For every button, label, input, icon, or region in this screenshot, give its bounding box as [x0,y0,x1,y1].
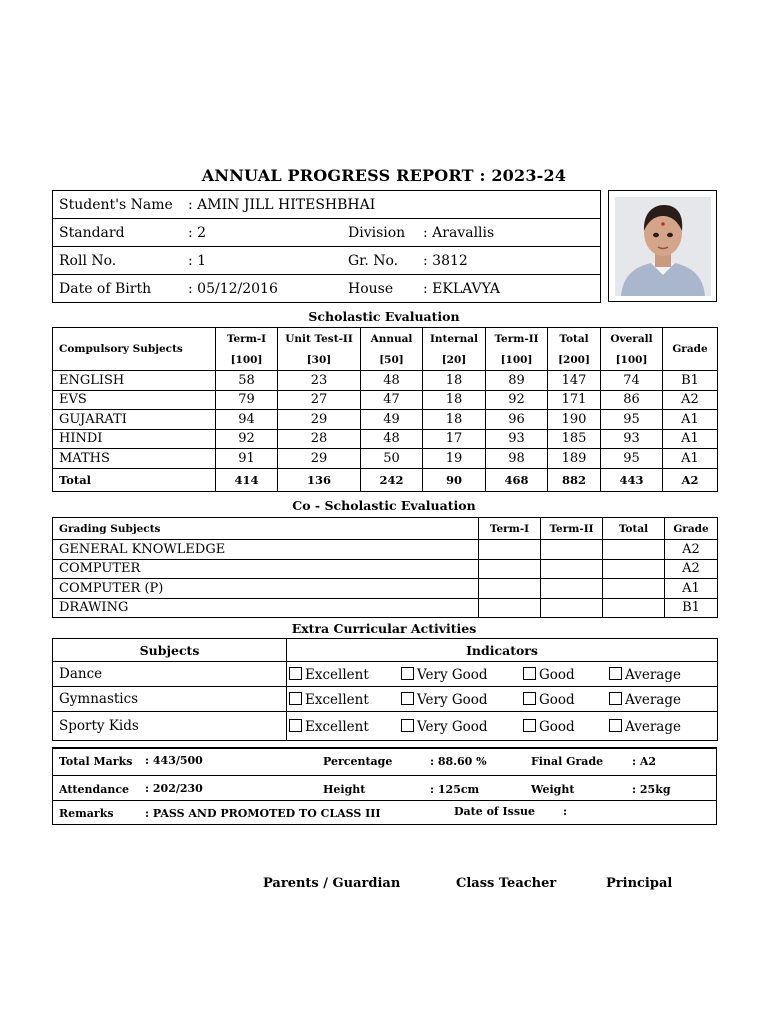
gr-value: : 3812 [423,247,600,275]
checkbox-icon[interactable] [523,692,536,705]
mark-cell: 48 [361,371,423,391]
total-marks-value: : 443/500 [145,754,203,767]
co-scholastic-table [52,517,718,618]
grade-cell: A1 [663,410,718,430]
total-cell: 468 [486,468,548,491]
option-excellent[interactable]: Excellent [289,719,369,735]
table-row [53,390,718,410]
extra-header-row [53,639,718,662]
student-photo-icon [615,197,711,296]
term1-cell [479,598,541,618]
report-title: ANNUAL PROGRESS REPORT : 2023-24 [201,166,567,185]
mark-cell: 94 [216,410,278,430]
checkbox-icon[interactable] [523,667,536,680]
subject-cell: GUJARATI [53,410,216,430]
grade-cell: A1 [665,579,718,599]
header-grade: Grade [663,328,718,371]
mark-cell: 93 [486,429,548,449]
indicator-cell [287,687,718,712]
total-cell: 90 [423,468,486,491]
table-row [53,540,718,560]
mark-cell: 98 [486,449,548,469]
checkbox-icon[interactable] [401,667,414,680]
mark-cell: 96 [486,410,548,430]
total-cell [603,559,665,579]
signature-parents: Parents / Guardian [263,876,401,891]
mark-cell: 50 [361,449,423,469]
grade-cell: A1 [663,449,718,469]
mark-cell: 190 [548,410,601,430]
student-info-table [53,191,600,302]
total-cell: 242 [361,468,423,491]
grade-cell: A2 [665,540,718,560]
total-marks-label: Total Marks [59,755,133,768]
header-co-term2: Term-II [541,518,603,540]
signature-class-teacher: Class Teacher [456,876,557,891]
indicator-cell [287,662,718,687]
percentage-label: Percentage [323,755,393,768]
mark-cell: 18 [423,371,486,391]
activity-cell: Sporty Kids [53,712,287,741]
division-value: : Aravallis [423,219,600,247]
grade-cell: A2 [663,390,718,410]
header-unit-test2: Unit Test-II [278,328,361,350]
remarks-value: : PASS AND PROMOTED TO CLASS III [145,807,381,820]
mark-cell: 18 [423,410,486,430]
checkbox-icon[interactable] [523,719,536,732]
scholastic-title: Scholastic Evaluation [308,309,460,324]
mark-cell: 18 [423,390,486,410]
gr-label: Gr. No. [348,247,423,275]
mark-cell: 147 [548,371,601,391]
mark-cell: 49 [361,410,423,430]
max-overall: [100] [601,349,663,371]
subject-cell: ENGLISH [53,371,216,391]
total-cell: 882 [548,468,601,491]
height-value: : 125cm [430,783,480,796]
summary-box [52,747,717,825]
grade-cell: A2 [665,559,718,579]
division-label: Division [348,219,423,247]
final-grade-label: Final Grade [531,755,604,768]
co-header-row [53,518,718,540]
summary-divider [53,775,716,776]
total-label: Total [53,468,216,491]
term2-cell [541,579,603,599]
height-label: Height [323,783,366,796]
table-row [53,687,718,712]
activity-cell: Dance [53,662,287,687]
checkbox-icon[interactable] [609,719,622,732]
option-average[interactable]: Average [609,692,681,708]
grade-cell: B1 [663,371,718,391]
option-good[interactable]: Good [523,692,575,708]
table-row [53,662,718,687]
co-scholastic-title: Co - Scholastic Evaluation [292,498,476,513]
mark-cell: 19 [423,449,486,469]
term2-cell [541,559,603,579]
remarks-label: Remarks [59,807,114,820]
mark-cell: 86 [601,390,663,410]
header-compulsory-subjects: Compulsory Subjects [53,328,216,371]
checkbox-icon[interactable] [401,692,414,705]
table-row [53,429,718,449]
term1-cell [479,559,541,579]
subject-cell: EVS [53,390,216,410]
mark-cell: 48 [361,429,423,449]
header-term2: Term-II [486,328,548,350]
max-unit-test2: [30] [278,349,361,371]
attendance-label: Attendance [59,783,130,796]
max-internal: [20] [423,349,486,371]
scholastic-table [52,327,718,492]
standard-label: Standard [53,219,188,247]
mark-cell: 185 [548,429,601,449]
header-term1: Term-I [216,328,278,350]
table-row [53,712,718,741]
standard-value: : 2 [188,219,348,247]
max-term1: [100] [216,349,278,371]
table-row [53,449,718,469]
mark-cell: 79 [216,390,278,410]
subject-cell: GENERAL KNOWLEDGE [53,540,479,560]
date-of-issue-label: Date of Issue [454,805,536,818]
dob-value: : 05/12/2016 [188,280,278,297]
subject-cell: COMPUTER (P) [53,579,479,599]
mark-cell: 23 [278,371,361,391]
student-photo-frame [608,190,717,302]
option-very-good[interactable]: Very Good [401,692,488,708]
weight-label: Weight [531,783,575,796]
total-cell [603,579,665,599]
header-total: Total [548,328,601,350]
mark-cell: 29 [278,449,361,469]
student-info-box [52,190,601,303]
percentage-value: : 88.60 % [430,755,487,768]
mark-cell: 95 [601,449,663,469]
subject-cell: MATHS [53,449,216,469]
extra-curricular-table [52,638,718,741]
checkbox-icon[interactable] [609,667,622,680]
table-row [53,598,718,618]
house-label: House [348,280,394,297]
max-total: [200] [548,349,601,371]
info-row-standard [53,219,600,247]
student-photo [615,197,711,296]
option-very-good[interactable]: Very Good [401,667,488,683]
checkbox-icon[interactable] [401,719,414,732]
attendance-value: : 202/230 [145,782,203,795]
mark-cell: 27 [278,390,361,410]
mark-cell: 47 [361,390,423,410]
mark-cell: 91 [216,449,278,469]
header-co-term1: Term-I [479,518,541,540]
mark-cell: 89 [486,371,548,391]
header-co-grade: Grade [665,518,718,540]
info-row-dob [53,275,600,303]
term1-cell [479,579,541,599]
date-of-issue-value: : [563,805,568,818]
total-cell [603,540,665,560]
option-excellent[interactable]: Excellent [289,667,369,683]
header-co-total: Total [603,518,665,540]
mark-cell: 74 [601,371,663,391]
header-overall: Overall [601,328,663,350]
mark-cell: 17 [423,429,486,449]
signature-principal: Principal [606,876,673,891]
term1-cell [479,540,541,560]
house-value: : EKLAVYA [423,280,500,297]
mark-cell: 171 [548,390,601,410]
summary-divider [53,800,716,801]
total-row [53,468,718,491]
mark-cell: 58 [216,371,278,391]
total-cell: 136 [278,468,361,491]
activity-cell: Gymnastics [53,687,287,712]
checkbox-icon[interactable] [289,667,302,680]
roll-label: Roll No. [53,247,188,275]
checkbox-icon[interactable] [289,692,302,705]
checkbox-icon[interactable] [289,719,302,732]
name-label: Student's Name [53,191,188,219]
total-cell: 443 [601,468,663,491]
header-subjects: Subjects [53,639,287,662]
mark-cell: 29 [278,410,361,430]
header-indicators: Indicators [287,639,718,662]
option-very-good[interactable]: Very Good [401,719,488,735]
option-good[interactable]: Good [523,719,575,735]
max-annual: [50] [361,349,423,371]
term2-cell [541,540,603,560]
option-excellent[interactable]: Excellent [289,692,369,708]
checkbox-icon[interactable] [609,692,622,705]
option-average[interactable]: Average [609,667,681,683]
scholastic-header-row [53,328,718,350]
extra-curricular-title: Extra Curricular Activities [291,621,477,636]
max-term2: [100] [486,349,548,371]
table-row [53,371,718,391]
mark-cell: 93 [601,429,663,449]
mark-cell: 28 [278,429,361,449]
table-row [53,410,718,430]
name-value: : AMIN JILL HITESHBHAI [188,191,600,219]
roll-value: : 1 [188,247,348,275]
mark-cell: 92 [486,390,548,410]
total-cell [603,598,665,618]
subject-cell: HINDI [53,429,216,449]
final-grade-value: : A2 [632,755,657,768]
subject-cell: COMPUTER [53,559,479,579]
mark-cell: 92 [216,429,278,449]
grade-cell: B1 [665,598,718,618]
subject-cell: DRAWING [53,598,479,618]
header-annual: Annual [361,328,423,350]
table-row [53,579,718,599]
term2-cell [541,598,603,618]
dob-label: Date of Birth [59,280,152,297]
info-row-name [53,191,600,219]
weight-value: : 25kg [632,783,671,796]
option-average[interactable]: Average [609,719,681,735]
mark-cell: 95 [601,410,663,430]
total-cell: A2 [663,468,718,491]
grade-cell: A1 [663,429,718,449]
option-good[interactable]: Good [523,667,575,683]
table-row [53,559,718,579]
mark-cell: 189 [548,449,601,469]
total-cell: 414 [216,468,278,491]
header-internal: Internal [423,328,486,350]
info-row-roll [53,247,600,275]
indicator-cell [287,712,718,741]
header-grading-subjects: Grading Subjects [53,518,479,540]
